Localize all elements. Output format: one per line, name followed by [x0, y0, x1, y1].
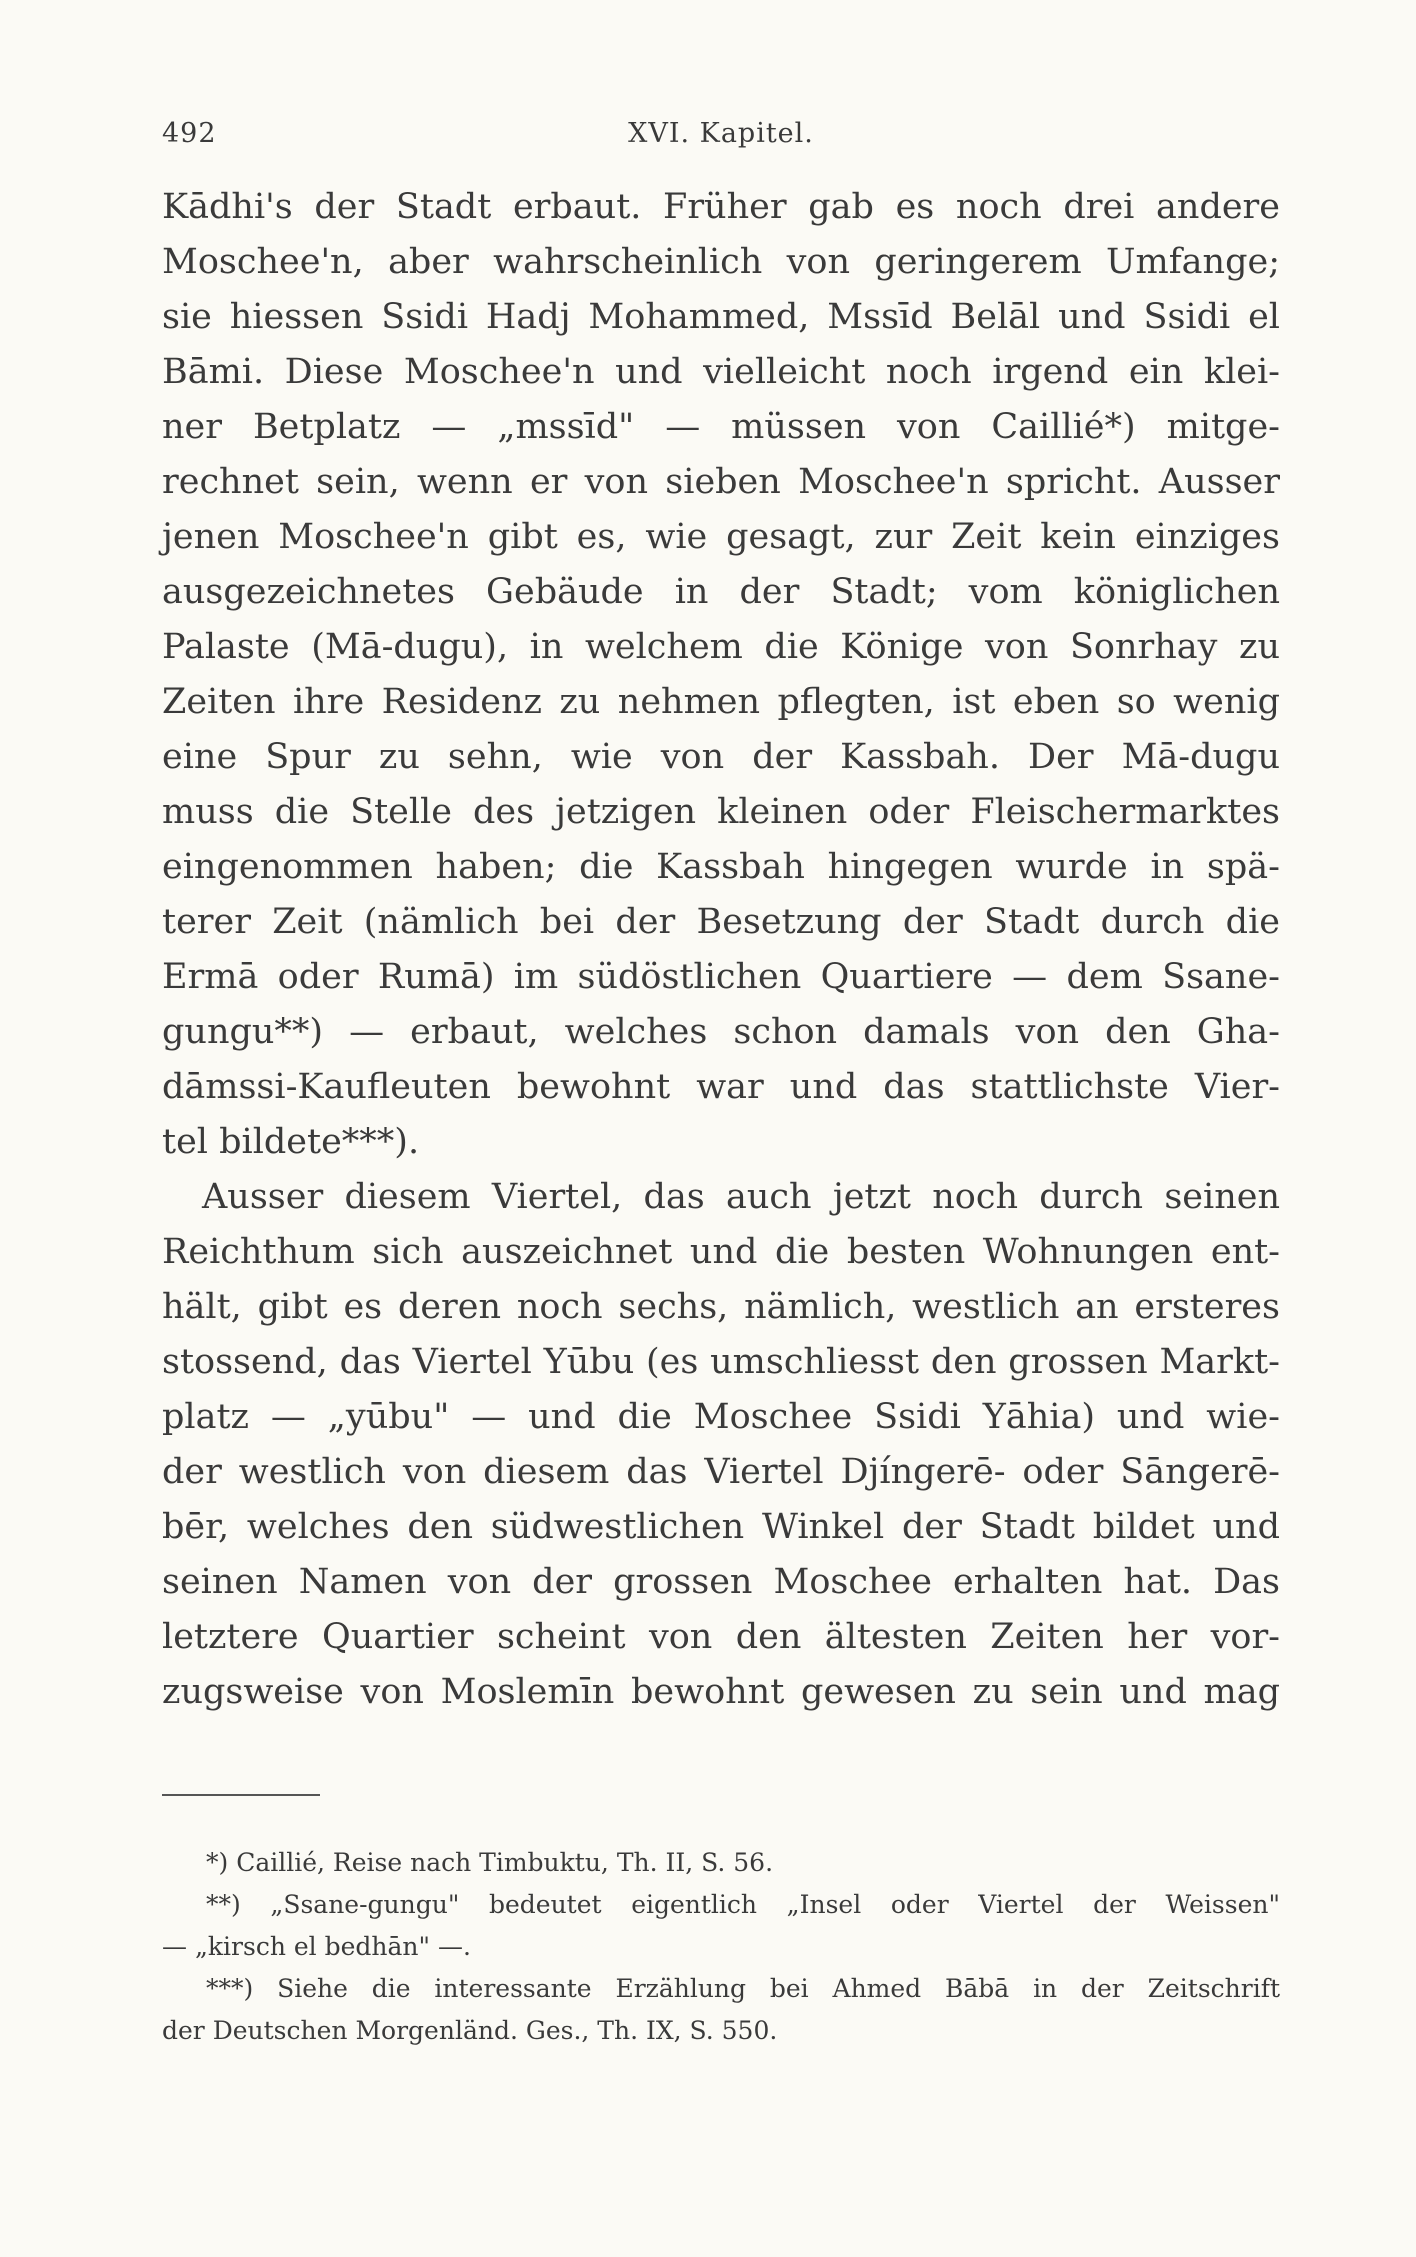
text-line: Bāmi. Diese Moschee'n und vielleicht noch irgend ein klei-: [162, 352, 1280, 392]
text-line: eingenommen haben; die Kassbah hingegen wurde in spä-: [162, 847, 1280, 887]
main-text: [162, 180, 1280, 1720]
text-line: Moschee'n, aber wahrscheinlich von geringerem Umfange;: [162, 242, 1280, 282]
footnote-line: der Deutschen Morgenländ. Ges., Th. IX, S. 550.: [162, 2016, 778, 2045]
text-line: sie hiessen Ssidi Hadj Mohammed, Mssīd Belāl und Ssidi el: [162, 297, 1280, 337]
page-number: 492: [162, 118, 217, 149]
text-line: seinen Namen von der grossen Moschee erhalten hat. Das: [162, 1562, 1280, 1602]
text-line: Ausser diesem Viertel, das auch jetzt noch durch seinen: [202, 1177, 1280, 1217]
text-line: letztere Quartier scheint von den ältesten Zeiten her vor-: [162, 1617, 1280, 1657]
text-line: terer Zeit (nämlich bei der Besetzung der Stadt durch die: [162, 902, 1280, 942]
text-line: gungu**) — erbaut, welches schon damals von den Gha-: [162, 1012, 1280, 1052]
text-line: platz — „yūbu" — und die Moschee Ssidi Yāhia) und wie-: [162, 1397, 1280, 1437]
footnote-line: — „kirsch el bedhān" —.: [162, 1932, 471, 1961]
footnote-separator: [162, 1794, 320, 1796]
text-line: jenen Moschee'n gibt es, wie gesagt, zur Zeit kein einziges: [162, 517, 1280, 557]
text-line: der westlich von diesem das Viertel Djíngerē- oder Sāngerē-: [162, 1452, 1280, 1492]
text-line: bēr, welches den südwestlichen Winkel der Stadt bildet und: [162, 1507, 1280, 1547]
text-line: Ermā oder Rumā) im südöstlichen Quartiere — dem Ssane-: [162, 957, 1280, 997]
text-line: Reichthum sich auszeichnet und die besten Wohnungen ent-: [162, 1232, 1280, 1272]
footnote-line: ***) Siehe die interessante Erzählung bei Ahmed Bābā in der Zeitschrift: [206, 1974, 1280, 2003]
text-line: Kādhi's der Stadt erbaut. Früher gab es noch drei andere: [162, 187, 1280, 227]
text-line: muss die Stelle des jetzigen kleinen oder Fleischermarktes: [162, 792, 1280, 832]
footnote-line: **) „Ssane-gungu" bedeutet eigentlich „Insel oder Viertel der Weissen": [206, 1890, 1280, 1919]
footnotes: [162, 1842, 1280, 2052]
page-header: [162, 118, 1280, 158]
text-line: zugsweise von Moslemīn bewohnt gewesen zu sein und mag: [162, 1672, 1280, 1712]
footnote-line: *) Caillié, Reise nach Timbuktu, Th. II, S. 56.: [206, 1848, 774, 1877]
text-line: ausgezeichnetes Gebäude in der Stadt; vom königlichen: [162, 572, 1280, 612]
text-line: stossend, das Viertel Yūbu (es umschliesst den grossen Markt-: [162, 1342, 1280, 1382]
text-line: Palaste (Mā-dugu), in welchem die Könige von Sonrhay zu: [162, 627, 1280, 667]
text-line: hält, gibt es deren noch sechs, nämlich, westlich an ersteres: [162, 1287, 1280, 1327]
text-line: dāmssi-Kaufleuten bewohnt war und das stattlichste Vier-: [162, 1067, 1280, 1107]
text-line: eine Spur zu sehn, wie von der Kassbah. Der Mā-dugu: [162, 737, 1280, 777]
text-line: rechnet sein, wenn er von sieben Moschee'n spricht. Ausser: [162, 462, 1280, 502]
text-line: tel bildete***).: [162, 1122, 420, 1162]
text-line: ner Betplatz — „mssīd" — müssen von Caillié*) mitge-: [162, 407, 1280, 447]
text-line: Zeiten ihre Residenz zu nehmen pflegten, ist eben so wenig: [162, 682, 1280, 722]
running-head: XVI. Kapitel.: [628, 118, 814, 149]
